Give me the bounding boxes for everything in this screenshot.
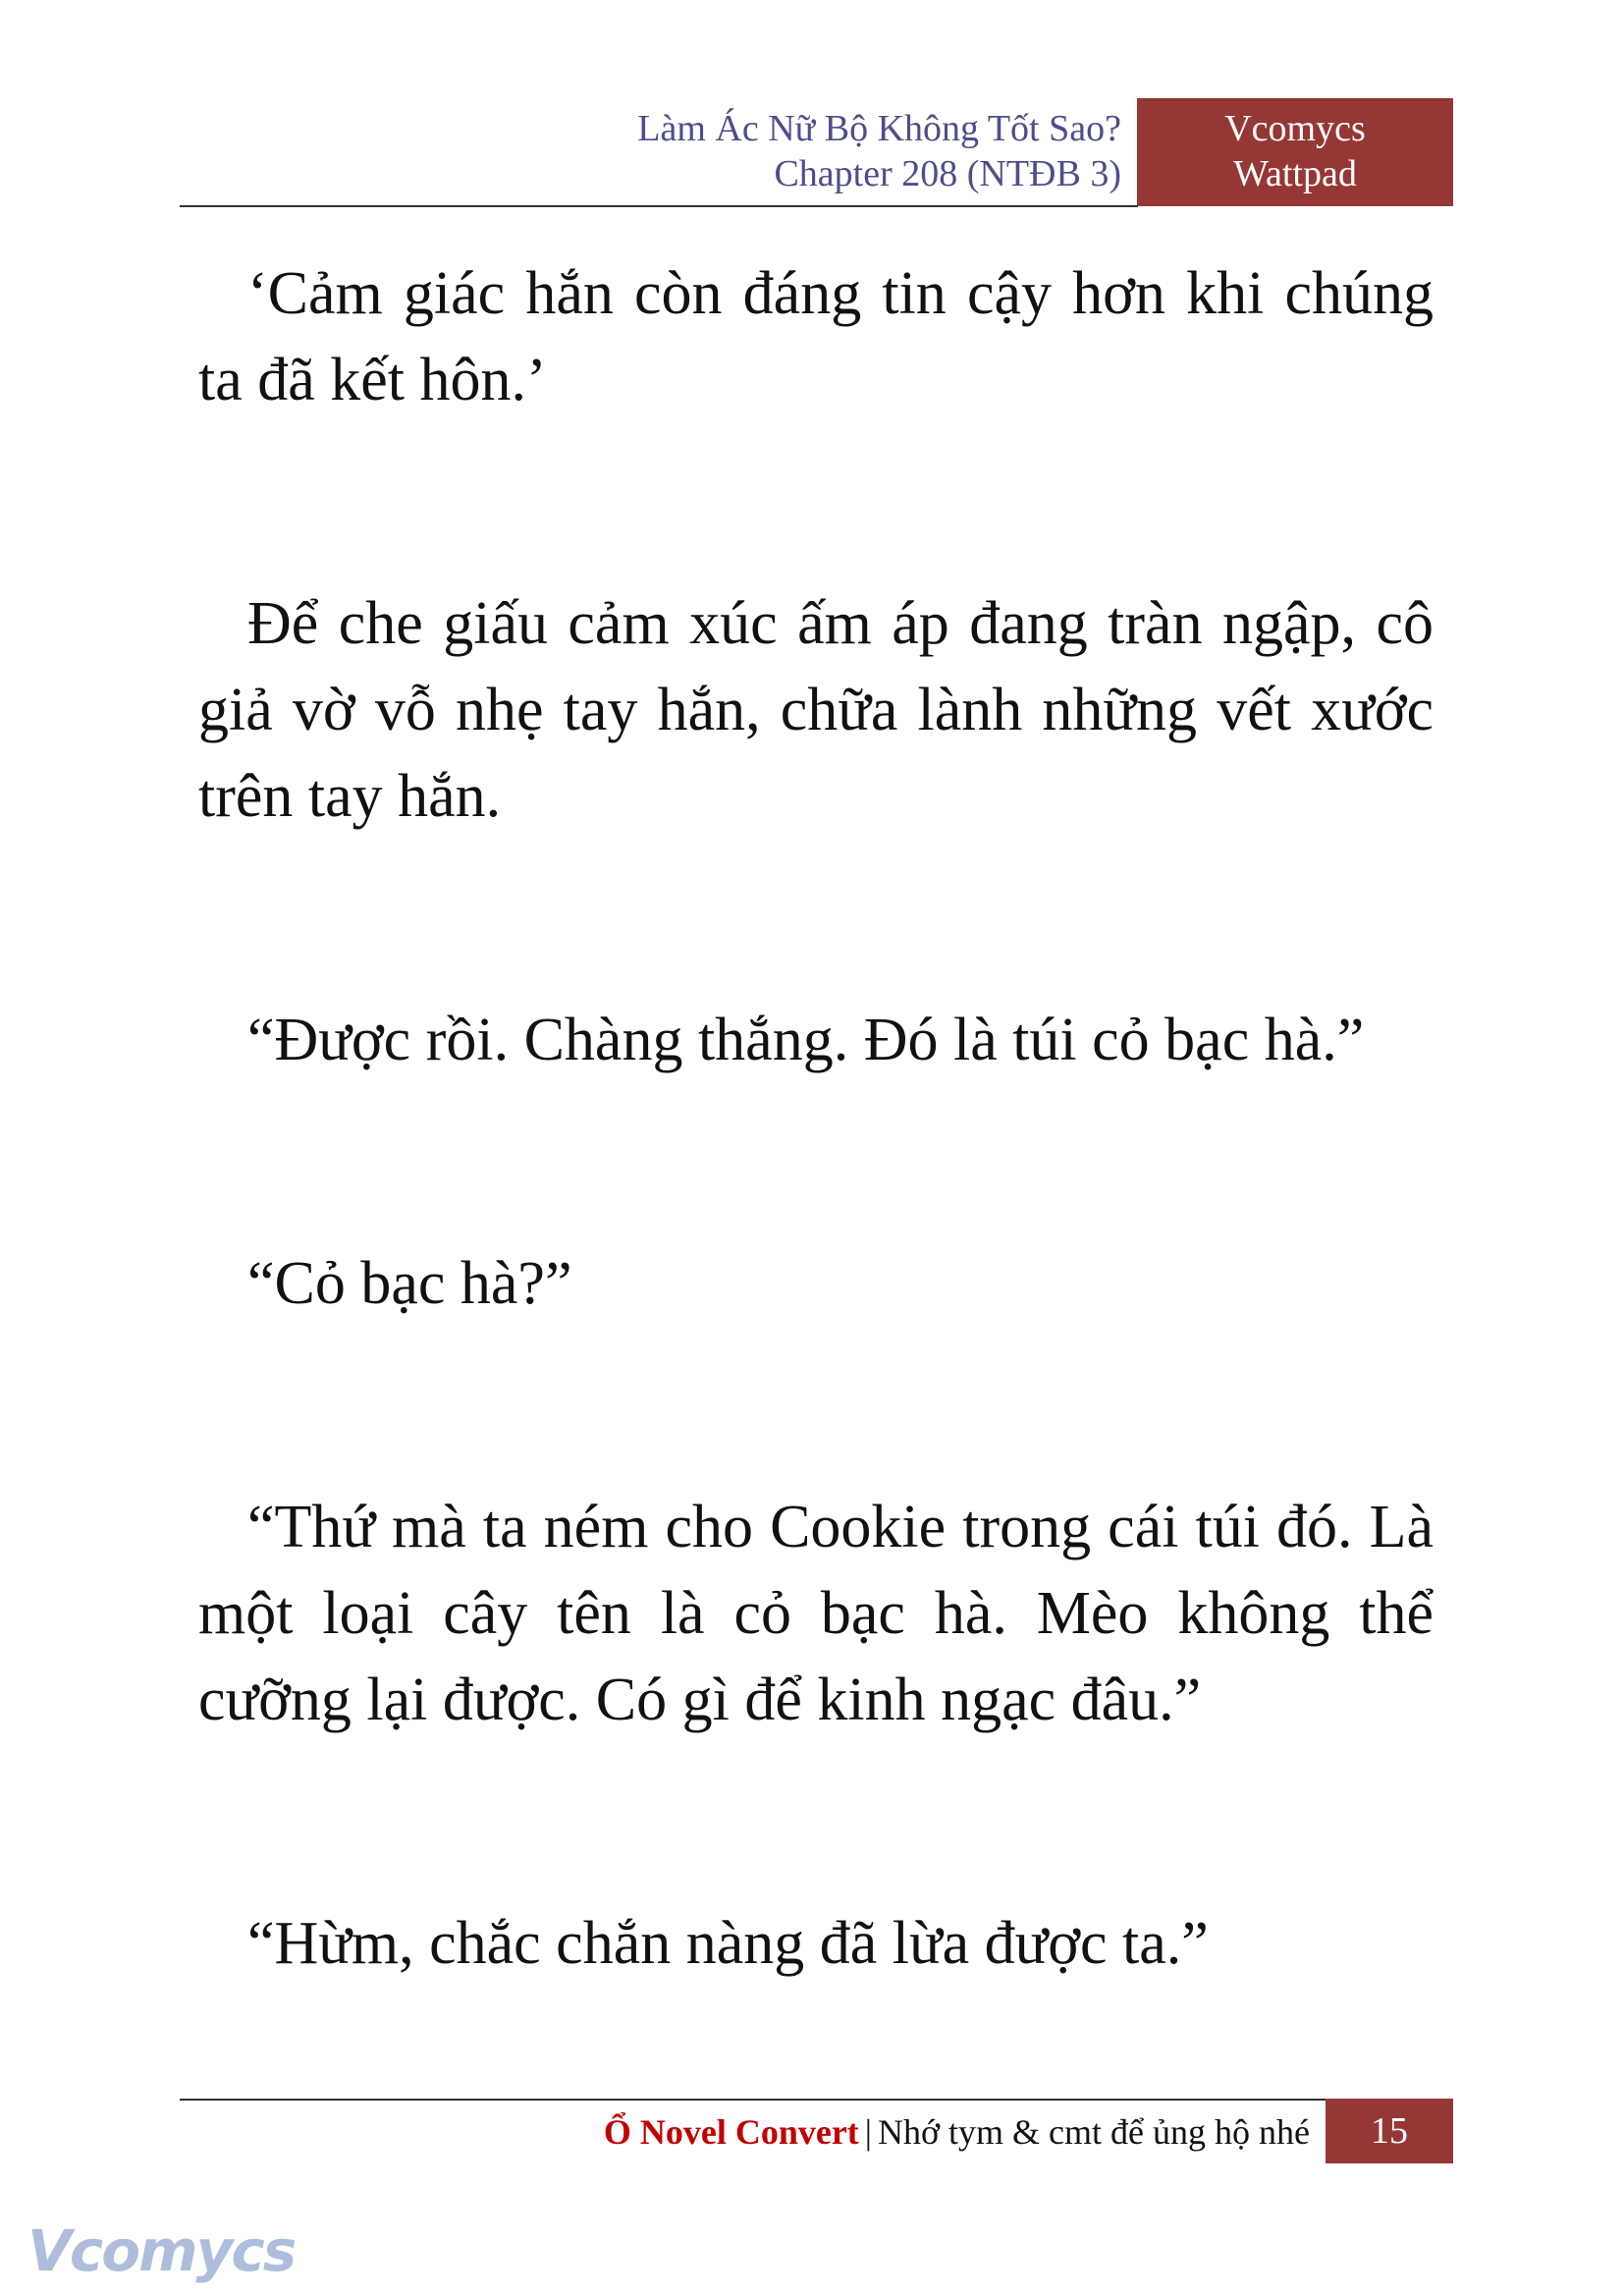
paragraph: Để che giấu cảm xúc ấm áp đang tràn ngập, cô giả vờ vỗ nhẹ tay hắn, chữa lành những vết xước trên tay hắn. [198, 590, 1434, 830]
publisher-name: Vcomycs [1224, 108, 1366, 149]
header-divider [180, 205, 1138, 207]
chapter-title: Chapter 208 (NTĐB 3) [774, 153, 1121, 194]
publisher-badge [1137, 98, 1453, 206]
footer-separator: | [864, 2112, 873, 2152]
platform-name: Wattpad [1233, 153, 1357, 194]
footer-brand: Ổ Novel Convert [603, 2112, 859, 2152]
paragraph: “Cỏ bạc hà?” [247, 1250, 572, 1317]
chapter-body [198, 250, 1434, 2144]
footer-note: Nhớ tym & cmt để ủng hộ nhé [878, 2112, 1310, 2152]
page-header [180, 98, 1453, 206]
footer-divider [180, 2099, 1326, 2101]
page-number: 15 [1326, 2099, 1453, 2163]
book-title: Làm Ác Nữ Bộ Không Tốt Sao? [637, 108, 1121, 149]
paragraph: “Hừm, chắc chắn nàng đã lừa được ta.” [247, 1910, 1209, 1977]
paragraph: ‘Cảm giác hắn còn đáng tin cậy hơn khi chúng ta đã kết hôn.’ [198, 260, 1434, 413]
book-title-block [637, 106, 1121, 196]
footer-credit [604, 2106, 1310, 2158]
paragraph: “Được rồi. Chàng thắng. Đó là túi cỏ bạc hà.” [247, 1007, 1365, 1073]
watermark-logo: Vcomycs [27, 2217, 296, 2284]
paragraph: “Thứ mà ta ném cho Cookie trong cái túi đó. Là một loại cây tên là cỏ bạc hà. Mèo không thể cưỡng lại được. Có gì để kinh ngạc đâu.” [198, 1494, 1434, 1733]
